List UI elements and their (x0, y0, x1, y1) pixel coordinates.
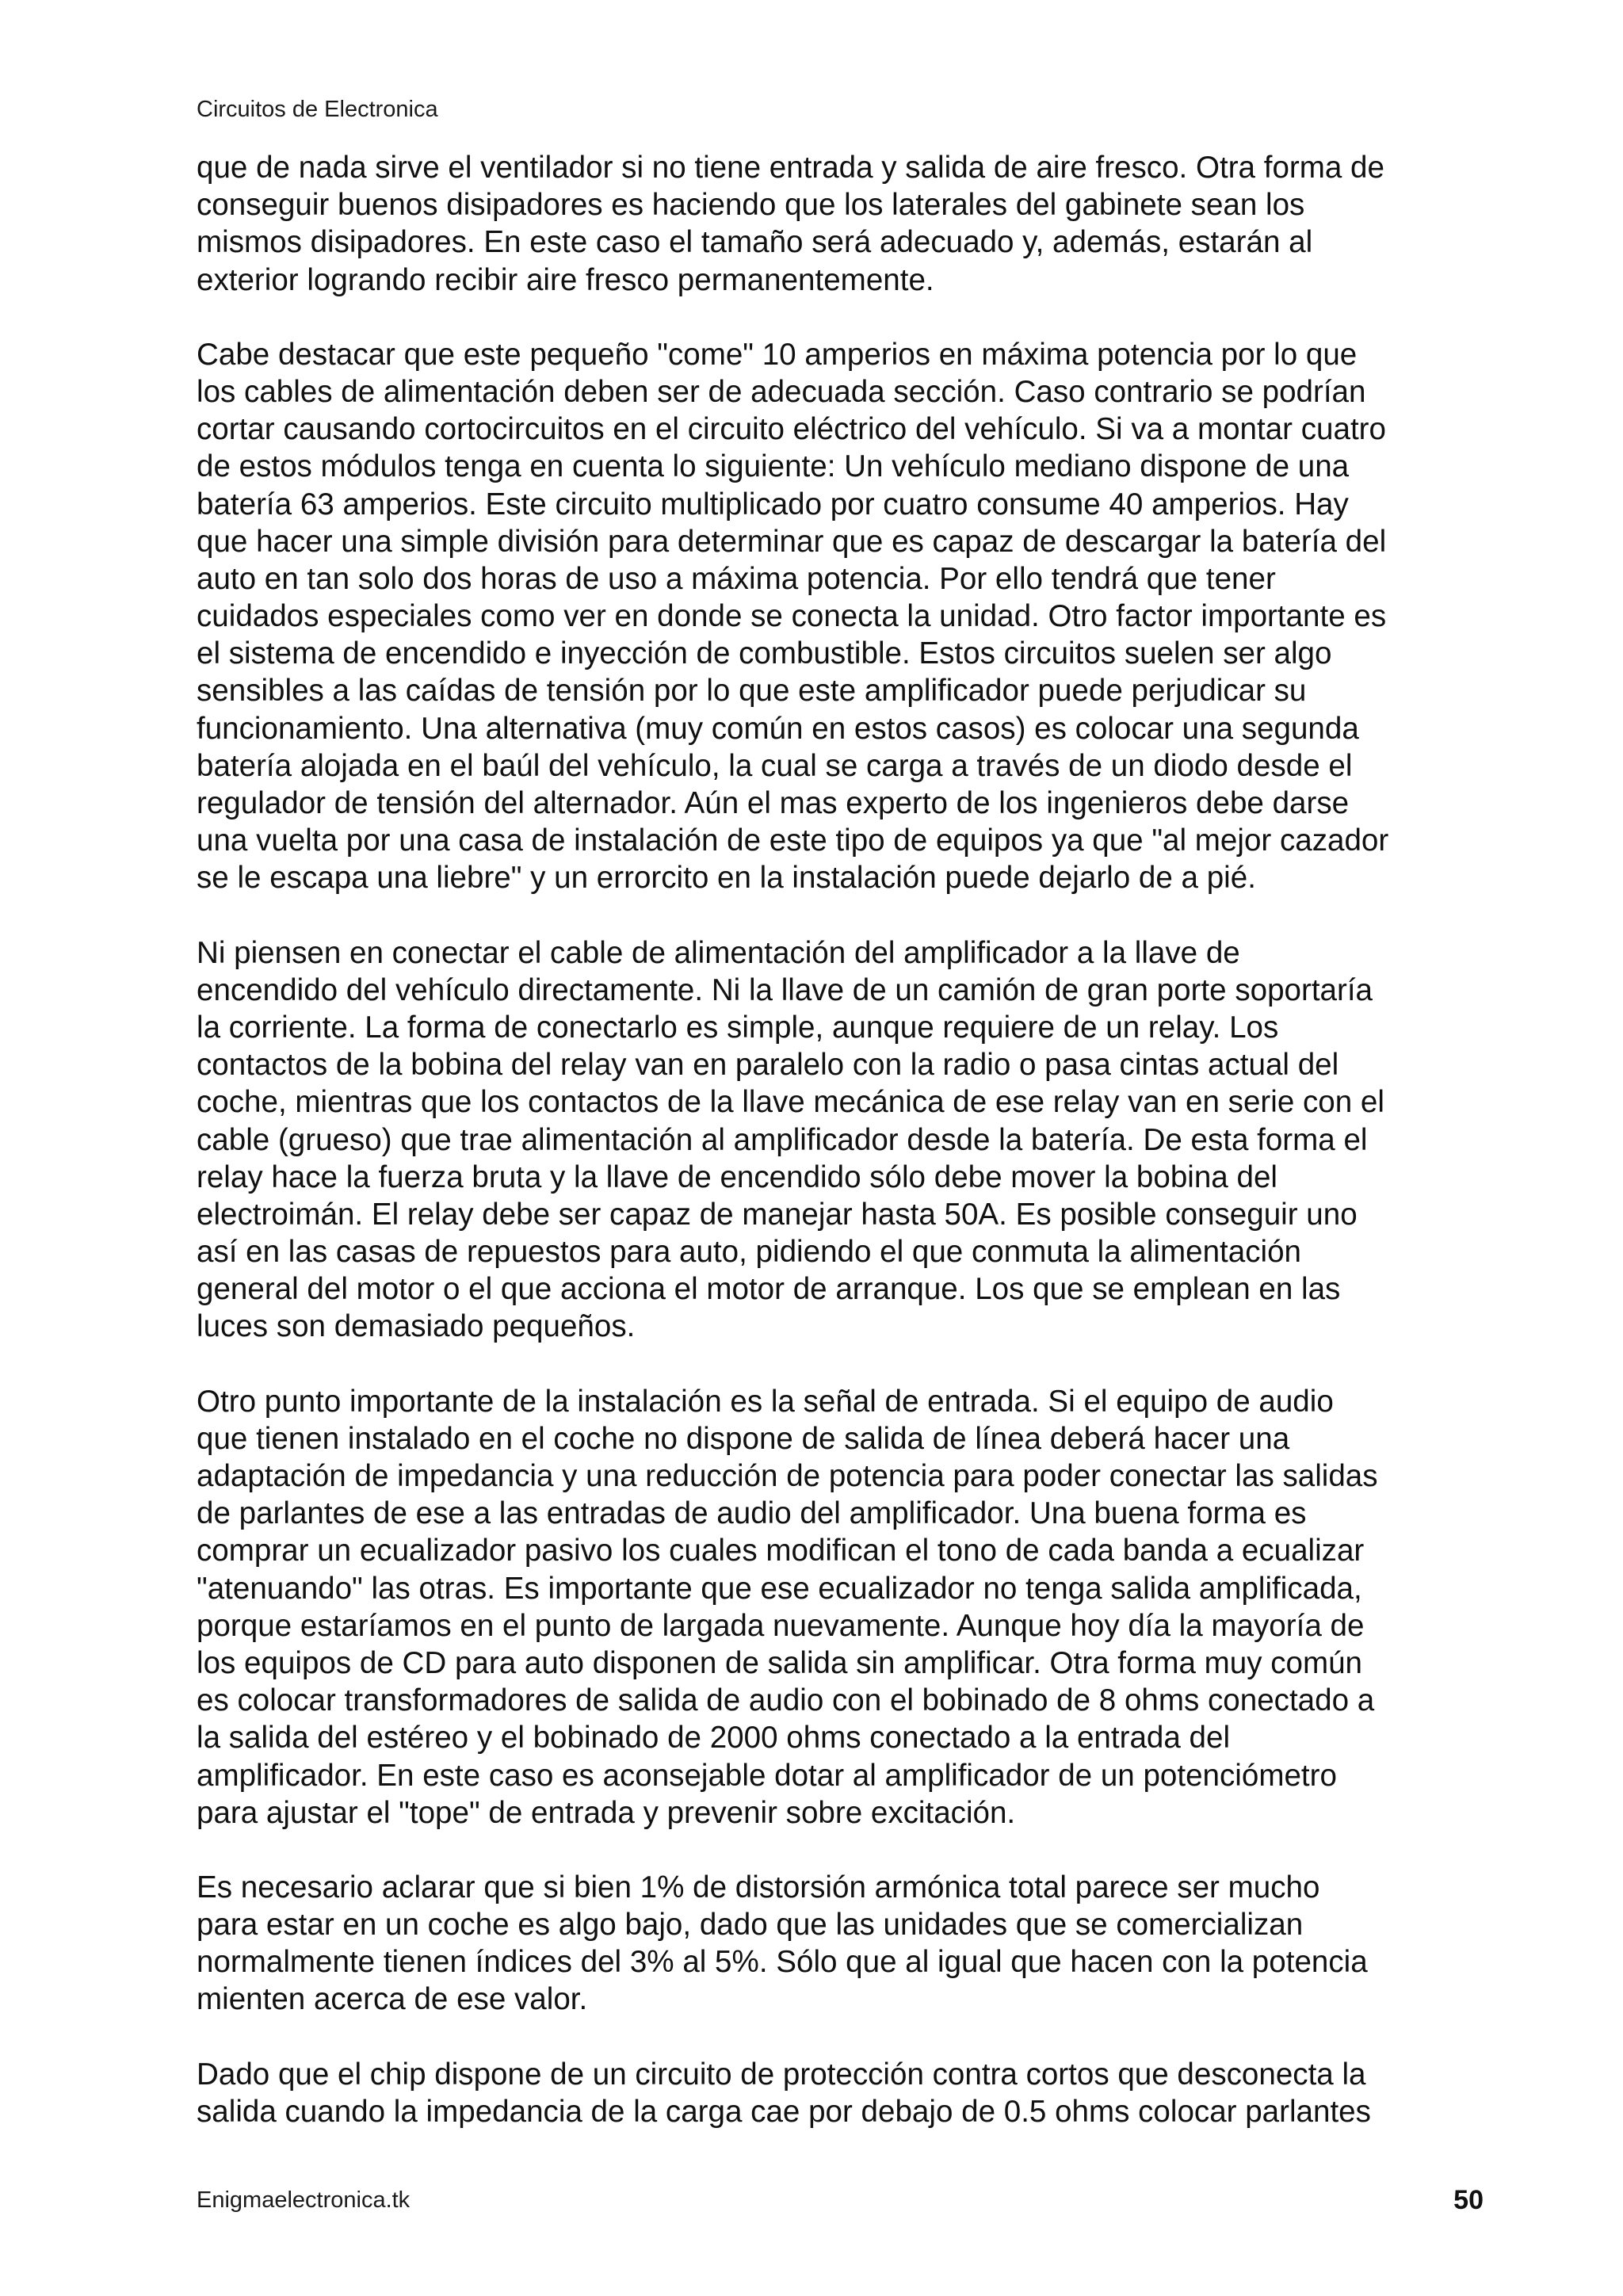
text-line: los equipos de CD para auto disponen de salida sin amplificar. Otra forma muy común (197, 1645, 1363, 1680)
text-line: de parlantes de ese a las entradas de audio del amplificador. Una buena forma es (197, 1496, 1307, 1531)
text-line: los cables de alimentación deben ser de adecuada sección. Caso contrario se podrían (197, 374, 1366, 409)
text-line: exterior logrando recibir aire fresco permanentemente. (197, 262, 934, 297)
text-line: así en las casas de repuestos para auto, pidiendo el que conmuta la alimentación (197, 1235, 1301, 1270)
text-line: la salida del estéreo y el bobinado de 2000 ohms conectado a la entrada del (197, 1721, 1231, 1755)
text-line: luces son demasiado pequeños. (197, 1309, 636, 1344)
text-line: se le escapa una liebre" y un errorcito en la instalación puede dejarlo de a pié. (197, 861, 1256, 896)
text-line: que tienen instalado en el coche no dispone de salida de línea deberá hacer una (197, 1421, 1290, 1456)
text-line: una vuelta por una casa de instalación de este tipo de equipos ya que "al mejor cazador (197, 823, 1389, 858)
text-line: "atenuando" las otras. Es importante que ese ecualizador no tenga salida amplificada, (197, 1571, 1362, 1606)
text-line: electroimán. El relay debe ser capaz de manejar hasta 50A. Es posible conseguir uno (197, 1197, 1358, 1232)
text-line: porque estaríamos en el punto de largada nuevamente. Aunque hoy día la mayoría de (197, 1608, 1365, 1643)
text-line: cable (grueso) que trae alimentación al amplificador desde la batería. De esta forma el (197, 1122, 1368, 1157)
text-line: Cabe destacar que este pequeño "come" 10 amperios en máxima potencia por lo que (197, 337, 1358, 372)
text-line: para ajustar el "tope" de entrada y prevenir sobre excitación. (197, 1795, 1016, 1830)
text-line: funcionamiento. Una alternativa (muy común en estos casos) es colocar una segunda (197, 711, 1359, 746)
text-line: Es necesario aclarar que si bien 1% de distorsión armónica total parece ser mucho (197, 1870, 1320, 1904)
text-line: mismos disipadores. En este caso el tamaño será adecuado y, además, estarán al (197, 225, 1313, 260)
text-line: adaptación de impedancia y una reducción de potencia para poder conectar las salidas (197, 1459, 1378, 1493)
text-line: sensibles a las caídas de tensión por lo que este amplificador puede perjudicar su (197, 674, 1307, 709)
text-line: batería alojada en el baúl del vehículo, la cual se carga a través de un diodo desde el (197, 748, 1353, 783)
text-line: coche, mientras que los contactos de la llave mecánica de ese relay van en serie con el (197, 1085, 1384, 1120)
text-line: comprar un ecualizador pasivo los cuales modifican el tono de cada banda a ecualizar (197, 1534, 1365, 1568)
footer-site: Enigmaelectronica.tk (197, 2187, 411, 2213)
text-line: amplificador. En este caso es aconsejable dotar al amplificador de un potenciómetro (197, 1758, 1337, 1793)
page-number: 50 (1453, 2185, 1484, 2215)
text-line: Otro punto importante de la instalación es la señal de entrada. Si el equipo de audio (197, 1384, 1334, 1419)
text-line: el sistema de encendido e inyección de combustible. Estos circuitos suelen ser algo (197, 636, 1332, 671)
text-line: Ni piensen en conectar el cable de alimentación del amplificador a la llave de (197, 935, 1240, 970)
text-line: conseguir buenos disipadores es haciendo que los laterales del gabinete sean los (197, 188, 1305, 223)
paragraph-4 (197, 1383, 1488, 1832)
paragraph-3 (197, 934, 1488, 1346)
text-line: que de nada sirve el ventilador si no tiene entrada y salida de aire fresco. Otra forma de (197, 151, 1384, 185)
text-line: mienten acerca de ese valor. (197, 1982, 588, 2017)
text-line: encendido del vehículo directamente. Ni la llave de un camión de gran porte soportaría (197, 972, 1373, 1007)
text-line: cortar causando cortocircuitos en el circuito eléctrico del vehículo. Si va a montar cuatro (197, 412, 1386, 447)
text-line: para estar en un coche es algo bajo, dado que las unidades que se comercializan (197, 1908, 1304, 1943)
text-line: la corriente. La forma de conectarlo es simple, aunque requiere de un relay. Los (197, 1010, 1279, 1045)
paragraph-1 (197, 149, 1488, 299)
running-header: Circuitos de Electronica (197, 97, 438, 122)
text-line: general del motor o el que acciona el motor de arranque. Los que se emplean en las (197, 1272, 1341, 1307)
text-line: contactos de la bobina del relay van en paralelo con la radio o pasa cintas actual del (197, 1048, 1339, 1083)
paragraph-2 (197, 336, 1488, 897)
text-line: Dado que el chip dispone de un circuito de protección contra cortos que desconecta la (197, 2057, 1366, 2092)
text-line: salida cuando la impedancia de la carga cae por debajo de 0.5 ohms colocar parlantes (197, 2094, 1371, 2129)
paragraph-6 (197, 2056, 1488, 2130)
text-line: batería 63 amperios. Este circuito multiplicado por cuatro consume 40 amperios. Hay (197, 487, 1349, 521)
text-line: normalmente tienen índices del 3% al 5%. Sólo que al igual que hacen con la potencia (197, 1945, 1368, 1980)
body-text (197, 149, 1488, 2168)
text-line: es colocar transformadores de salida de audio con el bobinado de 8 ohms conectado a (197, 1683, 1375, 1718)
text-line: que hacer una simple división para determinar que es capaz de descargar la batería del (197, 524, 1387, 559)
text-line: cuidados especiales como ver en donde se conecta la unidad. Otro factor importante es (197, 599, 1387, 634)
paragraph-5 (197, 1869, 1488, 2019)
text-line: regulador de tensión del alternador. Aún el mas experto de los ingenieros debe darse (197, 786, 1350, 820)
text-line: de estos módulos tenga en cuenta lo siguiente: Un vehículo mediano dispone de una (197, 449, 1350, 484)
text-line: relay hace la fuerza bruta y la llave de encendido sólo debe mover la bobina del (197, 1159, 1277, 1194)
text-line: auto en tan solo dos horas de uso a máxima potencia. Por ello tendrá que tener (197, 561, 1276, 596)
